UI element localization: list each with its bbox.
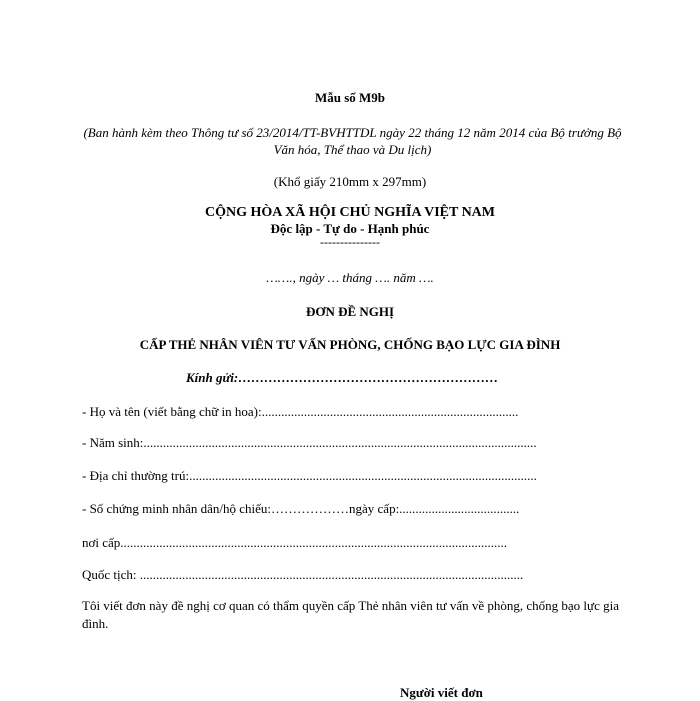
- issuance-note: (Ban hành kèm theo Thông tư số 23/2014/TT-BVHTTDL ngày 22 tháng 12 năm 2014 của Bộ trưởng Bộ Văn hóa, Thể thao và Du lịch): [83, 125, 622, 157]
- signer-label: Người viết đơn: [400, 685, 483, 700]
- full-name-field: - Họ và tên (viết bằng chữ in hoa):...............................................................................: [82, 404, 519, 419]
- place-date-line: ……., ngày … tháng …. năm ….: [266, 270, 434, 285]
- birth-year-field: - Năm sinh:.........................................................................................................................: [82, 435, 537, 450]
- nationality-field: Quốc tịch: ......................................................................................................................: [82, 567, 524, 582]
- form-code: Mẫu số M9b: [314, 90, 386, 105]
- paper-size-note: (Khổ giấy 210mm x 297mm): [273, 174, 427, 189]
- id-number-field: - Số chứng minh nhân dân/hộ chiếu:………………ngày cấp:.....................................: [82, 501, 520, 516]
- address-field: - Địa chỉ thường trú:...........................................................................................................: [82, 468, 537, 483]
- nation-title: CỘNG HÒA XÃ HỘI CHỦ NGHĨA VIỆT NAM: [204, 205, 495, 220]
- request-paragraph: Tôi viết đơn này đề nghị cơ quan có thẩm quyền cấp Thẻ nhân viên tư vấn về phòng, chống bạo lực gia đình.: [82, 598, 619, 631]
- motto-divider: ---------------: [320, 235, 380, 249]
- document-title: ĐƠN ĐỀ NGHỊ: [305, 304, 395, 319]
- issue-place-field: nơi cấp.......................................................................................................................: [82, 535, 508, 550]
- document-subtitle: CẤP THẺ NHÂN VIÊN TƯ VẤN PHÒNG, CHỐNG BẠO LỰC GIA ĐÌNH: [139, 337, 561, 352]
- salutation-line: Kính gửi:……………………………………………………: [186, 370, 499, 385]
- national-motto: Độc lập - Tự do - Hạnh phúc: [270, 221, 430, 236]
